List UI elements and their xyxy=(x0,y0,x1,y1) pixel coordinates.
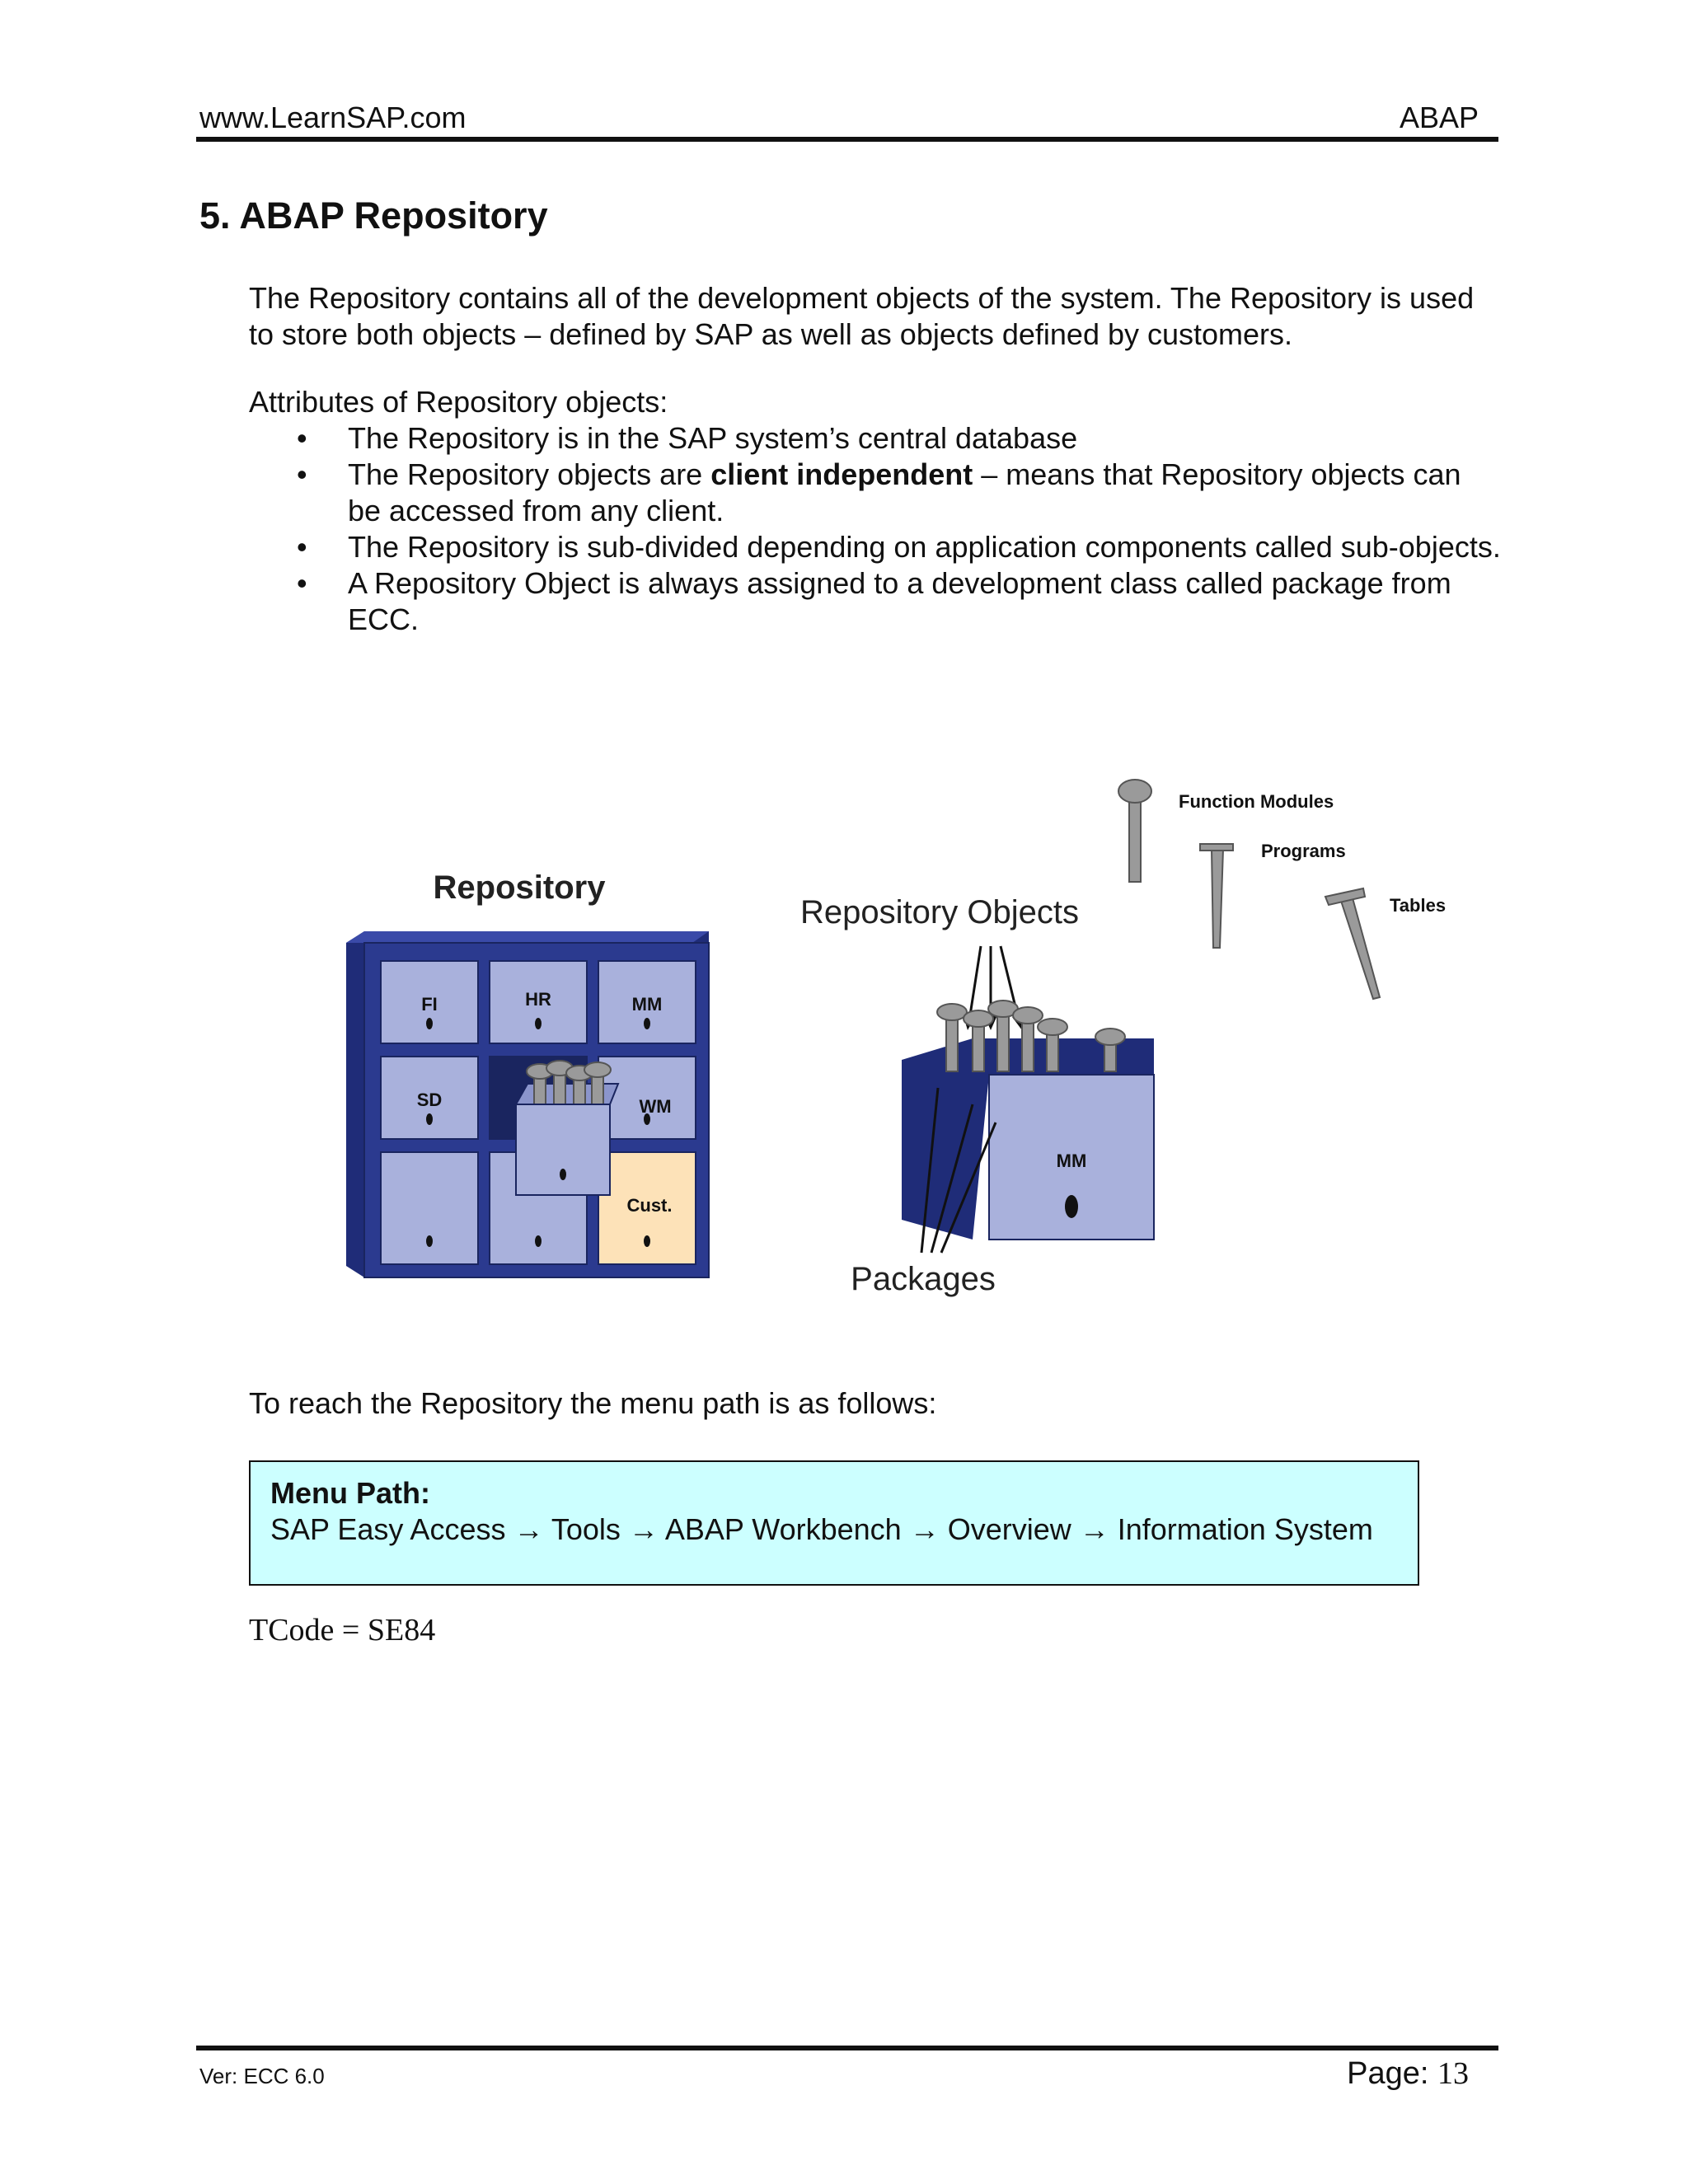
drawer-label-wm: WM xyxy=(639,1096,672,1117)
label-function-modules: Function Modules xyxy=(1179,791,1334,812)
bullet-dot: • xyxy=(297,566,307,600)
loose-screws xyxy=(1118,780,1446,999)
repository-objects-box xyxy=(800,894,1154,1297)
list-item: • The Repository is sub-divided depending on application components called sub-objects. xyxy=(297,530,1501,564)
screw-function-modules xyxy=(1118,780,1151,882)
drawer-label-fi: FI xyxy=(421,994,438,1015)
header-rule xyxy=(196,137,1498,142)
menu-path-label: Menu Path: xyxy=(270,1476,430,1510)
attributes-heading: Attributes of Repository objects: xyxy=(249,385,668,419)
header-site: www.LearnSAP.com xyxy=(199,101,467,134)
list-item: • The Repository is in the SAP system’s central database xyxy=(297,421,1078,455)
section-title: 5. ABAP Repository xyxy=(199,194,548,237)
header-topic: ABAP xyxy=(1399,101,1479,134)
tcode-text: TCode = SE84 xyxy=(249,1613,436,1647)
repository-objects-label: Repository Objects xyxy=(800,894,1079,930)
repository-cabinet xyxy=(346,931,709,1277)
label-tables: Tables xyxy=(1390,895,1447,916)
menu-intro: To reach the Repository the menu path is as follows: xyxy=(249,1386,937,1420)
attribute-list xyxy=(249,420,1502,638)
cabinet-top xyxy=(346,931,709,943)
footer-version: Ver: ECC 6.0 xyxy=(199,2064,325,2088)
box-knob xyxy=(1065,1195,1078,1218)
menu-path-text: SAP Easy Access → Tools → ABAP Workbench → Overview → Information System xyxy=(270,1512,1373,1546)
list-item: • A Repository Object is always assigned to a development class called package from ECC. xyxy=(297,566,1451,636)
box-label-mm: MM xyxy=(1056,1151,1087,1171)
screw-tables xyxy=(1325,888,1380,999)
bullet-dot: • xyxy=(297,530,307,564)
footer-rule xyxy=(196,2046,1498,2050)
page-label: Page: xyxy=(1347,2056,1429,2091)
list-item: • The Repository objects are client independent – means that Repository objects can be accessed from any client. xyxy=(297,457,1461,527)
footer-page xyxy=(1347,2055,1469,2092)
pulled-drawer-knob xyxy=(560,1169,566,1180)
drawer-label-mm: MM xyxy=(631,994,663,1015)
repository-illustration xyxy=(321,766,1475,1310)
drawer-label-hr: HR xyxy=(525,989,551,1010)
bullet-dot: • xyxy=(297,421,307,455)
screw-programs xyxy=(1200,844,1233,948)
emphasis-client-independent: client independent xyxy=(710,457,973,491)
menu-path-box xyxy=(249,1460,1419,1586)
intro-paragraph: The Repository contains all of the development objects of the system. The Repository is used to store both objects – defined by SAP as well as objects defined by customers. xyxy=(249,281,1475,351)
drawer-label-cust: Cust. xyxy=(626,1195,673,1216)
drawer-label-sd: SD xyxy=(416,1090,443,1110)
pulled-drawer-front xyxy=(516,1104,610,1195)
drawer-blank-1 xyxy=(381,1152,478,1264)
page-header xyxy=(196,97,1495,138)
repository-label: Repository xyxy=(433,869,606,906)
bullet-dot: • xyxy=(297,457,307,491)
packages-label: Packages xyxy=(851,1261,996,1297)
page-number: 13 xyxy=(1437,2056,1469,2091)
label-programs: Programs xyxy=(1261,841,1346,861)
